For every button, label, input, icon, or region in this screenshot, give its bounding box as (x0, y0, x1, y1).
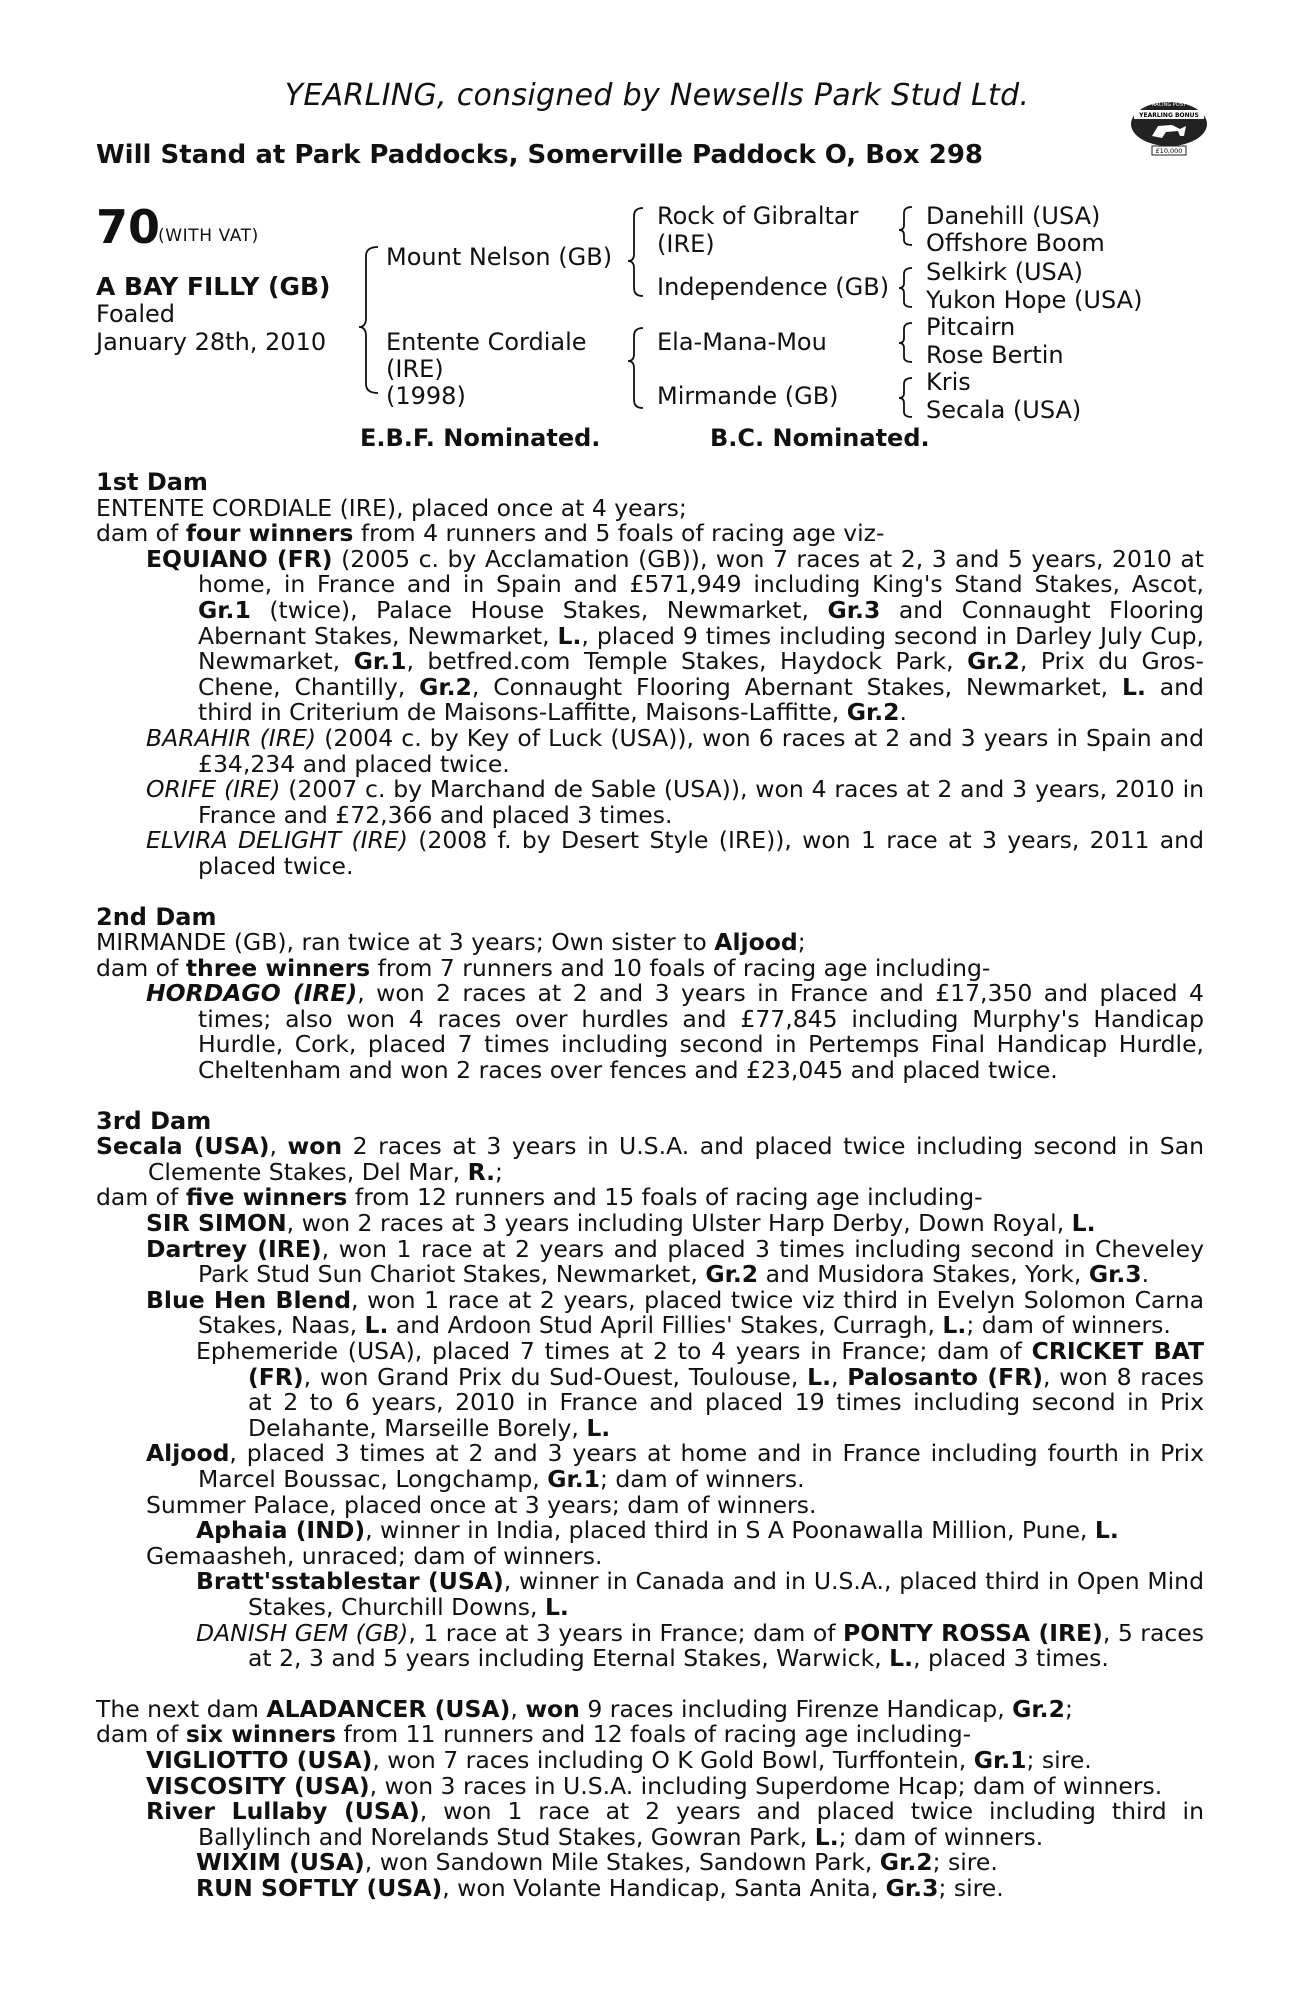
dam-dam: Mirmande (GB) (657, 382, 839, 410)
catalogue-body (96, 470, 1204, 1901)
produce-river-lullaby: River Lullaby (USA), won 1 race at 2 years and placed twice including third in Ballylinch and Norelands Stud Stakes, Gowran Park, L.; dam of winners. (146, 1797, 1204, 1851)
produce-brattsstablestar: Bratt'sstablestar (USA), winner in Canada and in U.S.A., placed third in Open Mind Stakes, Churchill Downs, L. (196, 1567, 1204, 1621)
produce-aphaia: Aphaia (IND), winner in India, placed third in S A Poonawalla Million, Pune, L. (196, 1516, 1119, 1545)
sire-sire-line2: (IRE) (657, 230, 715, 258)
produce-run-softly: RUN SOFTLY (USA), won Volante Handicap, Santa Anita, Gr.3; sire. (196, 1873, 1004, 1902)
foaled-label: Foaled (96, 300, 176, 328)
first-dam-heading: 1st Dam (96, 468, 208, 496)
first-dam-produce-line: dam of four winners from 4 runners and 5 foals of racing age viz- (96, 519, 885, 548)
grandparent-2: Offshore Boom (926, 229, 1105, 257)
sire: Mount Nelson (GB) (386, 243, 613, 271)
page-title: YEARLING, consigned by Newsells Park Stud Ltd. (284, 78, 1030, 113)
sire-dam: Independence (GB) (657, 273, 890, 301)
produce-elvira-delight: ELVIRA DELIGHT (IRE) (2008 f. by Desert Style (IRE)), won 1 race at 3 years, 2011 and placed twice. (146, 826, 1204, 880)
stand-location: Will Stand at Park Paddocks, Somerville Paddock O, Box 298 (96, 140, 984, 170)
third-dam-produce-line: dam of five winners from 12 runners and 15 foals of racing age including- (96, 1183, 983, 1212)
produce-dartrey: Dartrey (IRE), won 1 race at 2 years and placed 3 times including second in Cheveley Park Stud Sun Chariot Stakes, Newmarket, Gr.2 and Musidora Stakes, York, Gr.3. (146, 1234, 1204, 1289)
sire-sire-line1: Rock of Gibraltar (657, 202, 859, 230)
grandparent-5: Pitcairn (926, 313, 1016, 341)
produce-hordago: HORDAGO (IRE), won 2 races at 2 and 3 years in France and £17,350 and placed 4 times; also won 4 races over hurdles and £77,845 including Murphy's Handicap Hurdle, Cork, placed 7 times including second in Pertemps Final Handicap Hurdle, Cheltenham and won 2 races over fences and £23,045 and placed twice. (146, 979, 1204, 1085)
produce-danish-gem: DANISH GEM (GB), 1 race at 3 years in France; dam of PONTY ROSSA (IRE), 5 races at 2, 3 and 5 years including Eternal Stakes, Warwick, L., placed 3 times. (196, 1618, 1204, 1673)
third-dam-line: Secala (USA), won 2 races at 3 years in U.S.A. and placed twice including second in San Clemente Stakes, Del Mar, R.; (96, 1132, 1205, 1186)
produce-vigliotto: VIGLIOTTO (USA), won 7 races including O K Gold Bowl, Turffontein, Gr.1; sire. (146, 1745, 1092, 1774)
produce-sir-simon: SIR SIMON, won 2 races at 3 years including Ulster Harp Derby, Down Royal, L. (146, 1209, 1096, 1238)
bc-nominated: B.C. Nominated. (710, 424, 930, 452)
dam-line1: Entente Cordiale (386, 328, 587, 356)
grandparent-1: Danehill (USA) (926, 202, 1101, 230)
produce-summer-palace: Summer Palace, placed once at 3 years; dam of winners. (146, 1490, 817, 1519)
badge-line1: YEARLING BONUS (1139, 112, 1199, 119)
produce-aljood: Aljood, placed 3 times at 2 and 3 years at home and in France including fourth in Prix Marcel Boussac, Longchamp, Gr.1; dam of winners. (146, 1439, 1204, 1493)
badge-line3: £10,000 (1155, 147, 1183, 155)
lot-vat: (WITH VAT) (158, 226, 259, 246)
produce-viscosity: VISCOSITY (USA), won 3 races in U.S.A. including Superdome Hcap; dam of winners. (146, 1771, 1163, 1800)
grandparent-7: Kris (926, 368, 971, 396)
produce-orife: ORIFE (IRE) (2007 c. by Marchand de Sable (USA)), won 4 races at 2 and 3 years, 2010 in France and £72,366 and placed 3 times. (146, 775, 1204, 829)
next-dam-produce-line: dam of six winners from 11 runners and 12 foals of racing age including- (96, 1720, 972, 1749)
lot-number: 70 (96, 200, 161, 254)
produce-wixim: WIXIM (USA), won Sandown Mile Stakes, Sandown Park, Gr.2; sire. (196, 1848, 998, 1877)
dam-line3: (1998) (386, 382, 466, 410)
grandparent-8: Secala (USA) (926, 396, 1082, 424)
grandparent-3: Selkirk (USA) (926, 258, 1084, 286)
grandparent-6: Rose Bertin (926, 341, 1064, 369)
produce-ephemeride: Ephemeride (USA), placed 7 times at 2 to 4 years in France; dam of CRICKET BAT (FR), won Grand Prix du Sud-Ouest, Toulouse, L., Palosanto (FR), won 8 races at 2 to 6 years, 2010 in France and placed 19 times including second in Prix Delahante, Marseille Borely, L. (196, 1337, 1204, 1442)
second-dam-heading: 2nd Dam (96, 902, 217, 931)
second-dam-line: MIRMANDE (GB), ran twice at 3 years; Own sister to Aljood; (96, 928, 806, 957)
badge-line0: RACING POST (1152, 102, 1186, 108)
produce-blue-hen-blend: Blue Hen Blend, won 1 race at 2 years, placed twice viz third in Evelyn Solomon Carna Stakes, Naas, L. and Ardoon Stud April Fillies' Stakes, Curragh, L.; dam of winners. (146, 1285, 1204, 1340)
third-dam-heading: 3rd Dam (96, 1106, 212, 1135)
produce-gemaasheh: Gemaasheh, unraced; dam of winners. (146, 1541, 603, 1570)
second-dam-produce-line: dam of three winners from 7 runners and 10 foals of racing age including- (96, 953, 991, 982)
ebf-nominated: E.B.F. Nominated. (360, 424, 601, 452)
dam-sire: Ela-Mana-Mou (657, 328, 827, 356)
lot-description: A BAY FILLY (GB) (96, 272, 331, 301)
grandparent-4: Yukon Hope (USA) (926, 286, 1143, 314)
foaled-date: January 28th, 2010 (96, 328, 327, 356)
produce-equiano: EQUIANO (FR) (2005 c. by Acclamation (GB)), won 7 races at 2, 3 and 5 years, 2010 at home, in France and in Spain and £571,949 including King's Stand Stakes, Ascot, Gr.1 (twice), Palace House Stakes, Newmarket, Gr.3 and Connaught Flooring Abernant Stakes, Newmarket, L., placed 9 times including second in Darley July Cup, Newmarket, Gr.1, betfred.com Temple Stakes, Haydock Park, Gr.2, Prix du Gros-Chene, Chantilly, Gr.2, Connaught Flooring Abernant Stakes, Newmarket, L. and third in Criterium de Maisons-Laffitte, Maisons-Laffitte, Gr.2. (146, 544, 1204, 727)
produce-barahir: BARAHIR (IRE) (2004 c. by Key of Luck (USA)), won 6 races at 2 and 3 years in Spain and £34,234 and placed twice. (146, 723, 1204, 778)
first-dam-line: ENTENTE CORDIALE (IRE), placed once at 4 years; (96, 493, 687, 522)
next-dam-line: The next dam ALADANCER (USA), won 9 races including Firenze Handicap, Gr.2; (96, 1694, 1073, 1723)
dam-line2: (IRE) (386, 355, 444, 383)
